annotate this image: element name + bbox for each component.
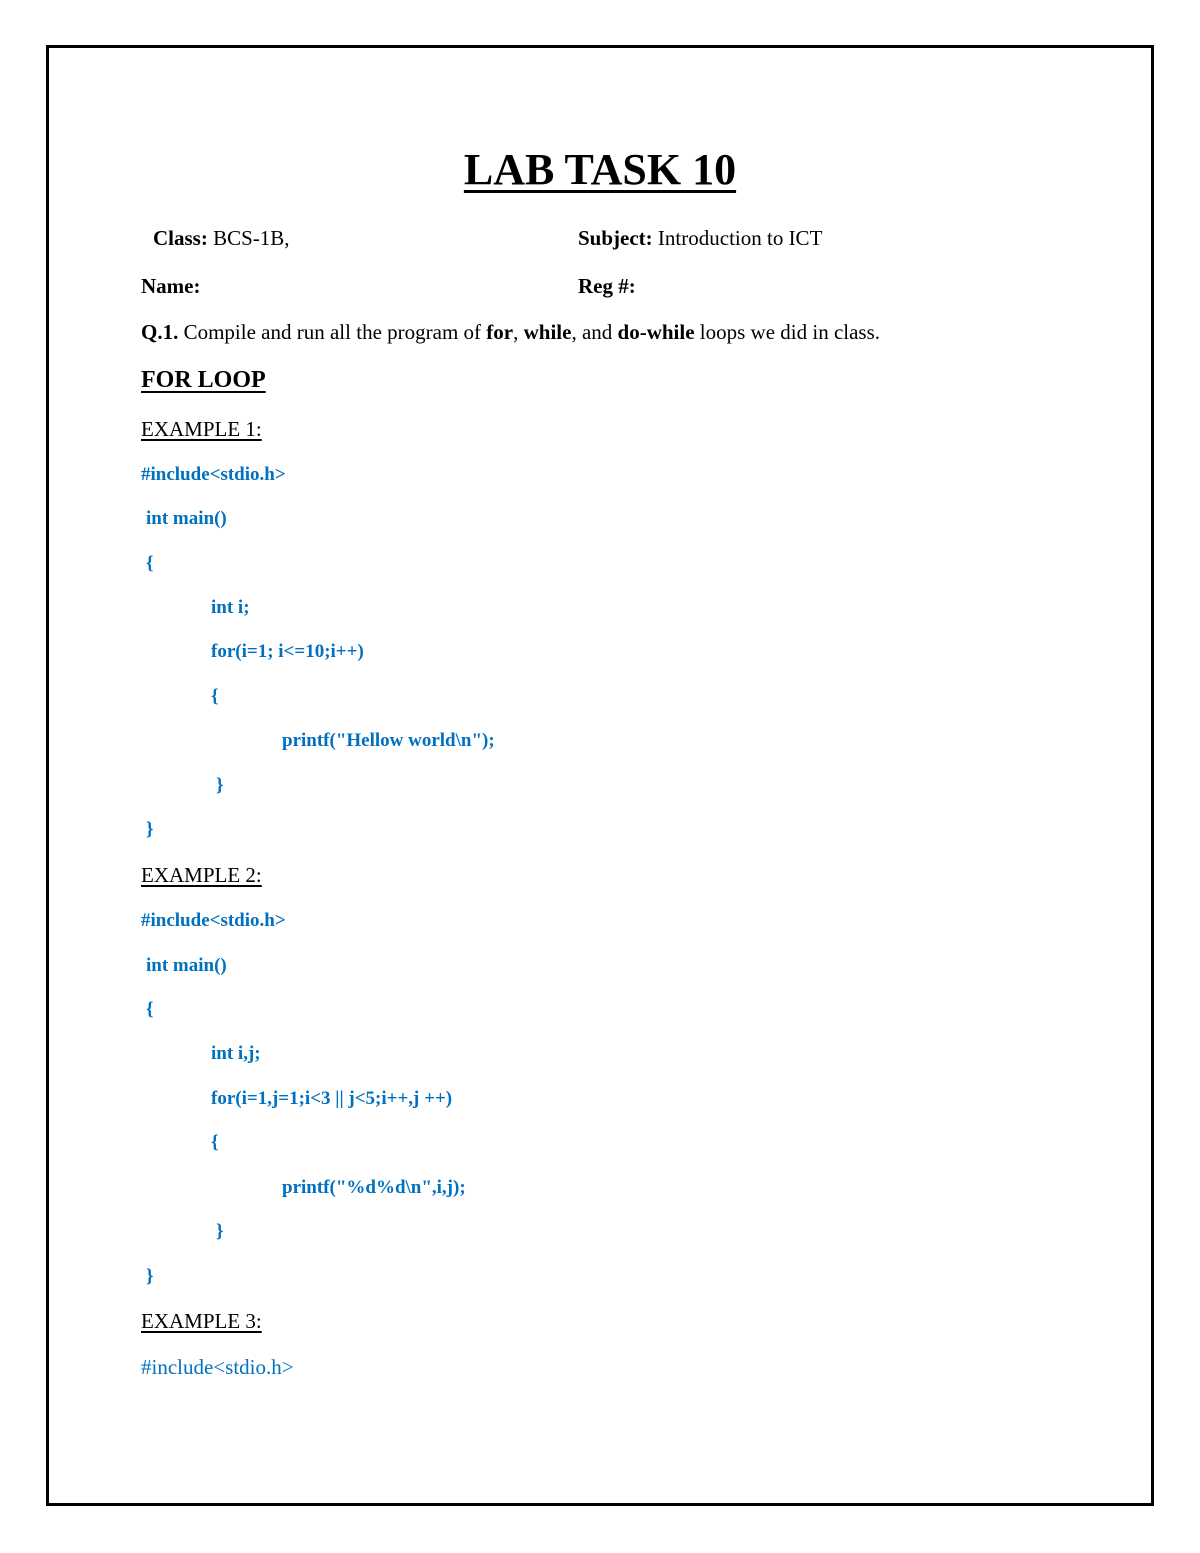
code-line: } bbox=[146, 1266, 154, 1287]
code-line: int i,j; bbox=[211, 1043, 261, 1064]
code-line: { bbox=[146, 553, 154, 574]
name-field bbox=[141, 276, 200, 297]
keyword-while: while bbox=[523, 320, 572, 344]
subject-field bbox=[578, 228, 822, 249]
question-1 bbox=[141, 322, 880, 343]
code-line: { bbox=[146, 999, 154, 1020]
code-line: int i; bbox=[211, 597, 250, 618]
page-border bbox=[46, 45, 1154, 1506]
code-line: #include<stdio.h> bbox=[141, 1355, 294, 1379]
section-heading-for-loop: FOR LOOP bbox=[141, 367, 266, 393]
code-line: int main() bbox=[146, 508, 227, 529]
code-line: { bbox=[211, 1132, 219, 1153]
document-title: LAB TASK 10 bbox=[463, 145, 737, 194]
class-value: BCS-1B, bbox=[207, 226, 290, 250]
code-line: } bbox=[216, 1221, 224, 1242]
question-text: Compile and run all the program of bbox=[178, 320, 487, 344]
subject-value: Introduction to ICT bbox=[652, 226, 823, 250]
keyword-for: for bbox=[486, 320, 514, 344]
code-line: printf("Hellow world\n"); bbox=[282, 730, 495, 751]
code-line: #include<stdio.h> bbox=[141, 464, 286, 485]
keyword-do-while: do-while bbox=[617, 320, 695, 344]
name-label: Name: bbox=[141, 274, 201, 298]
code-line: int main() bbox=[146, 955, 227, 976]
question-text: , and bbox=[571, 320, 618, 344]
code-line: printf("%d%d\n",i,j); bbox=[282, 1177, 466, 1198]
class-field bbox=[153, 228, 290, 249]
code-line: } bbox=[146, 819, 154, 840]
code-line: #include<stdio.h> bbox=[141, 910, 286, 931]
code-line: for(i=1; i<=10;i++) bbox=[211, 641, 364, 662]
reg-label: Reg #: bbox=[578, 274, 636, 298]
reg-field bbox=[578, 276, 636, 297]
code-line: } bbox=[216, 775, 224, 796]
class-label: Class: bbox=[153, 226, 208, 250]
question-text: , bbox=[513, 320, 524, 344]
example-heading: EXAMPLE 3: bbox=[141, 1309, 262, 1333]
code-line: for(i=1,j=1;i<3 || j<5;i++,j ++) bbox=[211, 1088, 453, 1109]
code-line: { bbox=[211, 686, 219, 707]
example-heading: EXAMPLE 2: bbox=[141, 863, 262, 887]
example-heading: EXAMPLE 1: bbox=[141, 417, 262, 441]
question-number: Q.1. bbox=[141, 320, 179, 344]
subject-label: Subject: bbox=[578, 226, 653, 250]
question-text: loops we did in class. bbox=[694, 320, 881, 344]
